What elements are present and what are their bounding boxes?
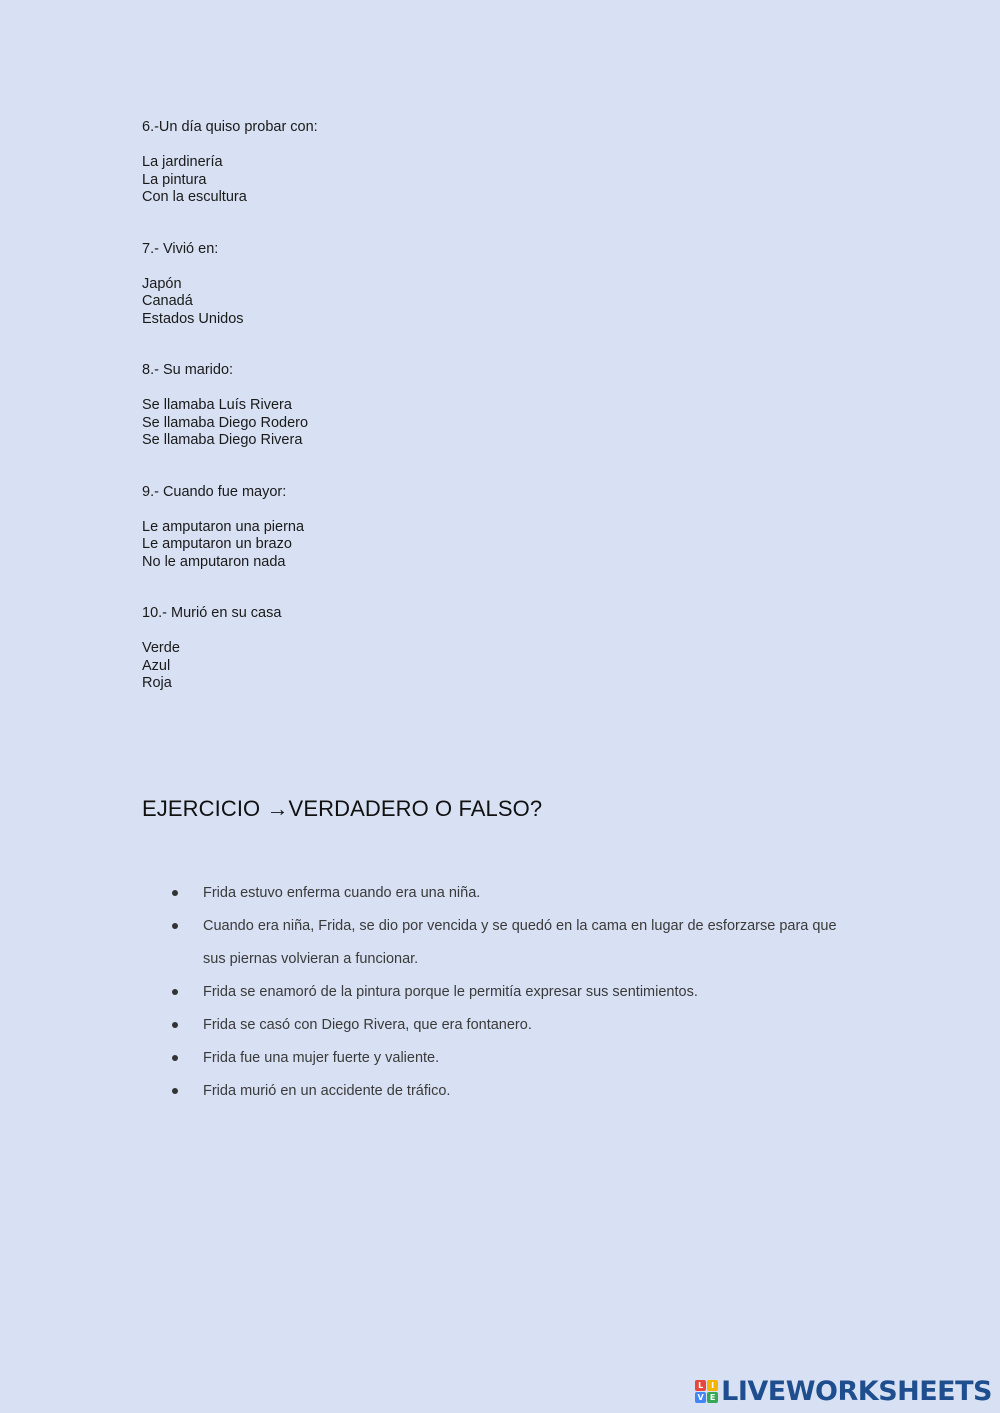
option[interactable]: Japón (142, 275, 182, 292)
option[interactable]: Se llamaba Luís Rivera (142, 397, 292, 413)
option[interactable]: Canadá (142, 293, 193, 309)
logo-mark-letter: E (707, 1392, 718, 1403)
statement-text: Frida se enamoró de la pintura porque le permitía expresar sus sentimientos. (203, 984, 698, 1000)
bullet-icon (172, 1055, 178, 1061)
option[interactable]: La pintura (142, 171, 207, 188)
statement-text: Frida murió en un accidente de tráfico. (203, 1083, 451, 1099)
bullet-icon (172, 923, 178, 929)
question-title: 7.- Vivió en: (142, 240, 219, 257)
statement-item (172, 976, 862, 1009)
question-7 (142, 241, 742, 329)
statement-item (172, 1075, 862, 1108)
question-8 (142, 362, 742, 450)
statement-text: Frida fue una mujer fuerte y valiente. (203, 1050, 440, 1066)
logo-mark-letter: I (707, 1380, 718, 1391)
bullet-icon (172, 989, 178, 995)
true-false-statements (172, 877, 862, 1108)
option-list (142, 519, 742, 572)
statement-item (172, 1009, 862, 1042)
question-title: 9.- Cuando fue mayor: (142, 483, 287, 500)
statement-text: Cuando era niña, Frida, se dio por vencida y se quedó en la cama en lugar de esforzarse para que sus piernas volvieran a funcionar. (203, 918, 837, 967)
logo-mark-letter: V (695, 1392, 706, 1403)
multiple-choice-questions (142, 119, 742, 727)
bullet-icon (172, 890, 178, 896)
option[interactable]: Estados Unidos (142, 310, 244, 327)
option-list (142, 276, 742, 329)
option[interactable]: Se llamaba Diego Rivera (142, 432, 303, 448)
statement-text: Frida se casó con Diego Rivera, que era fontanero. (203, 1017, 532, 1033)
option[interactable]: Le amputaron un brazo (142, 536, 292, 552)
option[interactable]: Azul (142, 657, 171, 674)
option-list (142, 640, 742, 693)
statement-item (172, 1042, 862, 1075)
question-title: 10.- Murió en su casa (142, 605, 282, 621)
logo-mark-letter: L (695, 1380, 706, 1391)
liveworksheets-logo (695, 1376, 992, 1407)
option[interactable]: Verde (142, 640, 180, 656)
exercise-title: EJERCICIO →VERDADERO O FALSO? (142, 796, 543, 821)
option[interactable]: Roja (142, 675, 172, 691)
option[interactable]: Se llamaba Diego Rodero (142, 414, 309, 431)
bullet-icon (172, 1088, 178, 1094)
question-10 (142, 605, 742, 693)
question-6 (142, 119, 742, 207)
question-title: 6.-Un día quiso probar con: (142, 119, 318, 135)
question-title: 8.- Su marido: (142, 362, 234, 378)
statement-text: Frida estuvo enferma cuando era una niña. (203, 885, 481, 901)
question-9 (142, 484, 742, 572)
option[interactable]: Con la escultura (142, 189, 247, 205)
logo-mark-icon (695, 1380, 718, 1403)
option[interactable]: La jardinería (142, 154, 223, 170)
option[interactable]: Le amputaron una pierna (142, 518, 305, 535)
statement-item (172, 877, 862, 910)
statement-item (172, 910, 862, 976)
bullet-icon (172, 1022, 178, 1028)
option[interactable]: No le amputaron nada (142, 553, 286, 570)
option-list (142, 154, 742, 207)
logo-text: LIVEWORKSHEETS (721, 1376, 992, 1407)
option-list (142, 397, 742, 450)
